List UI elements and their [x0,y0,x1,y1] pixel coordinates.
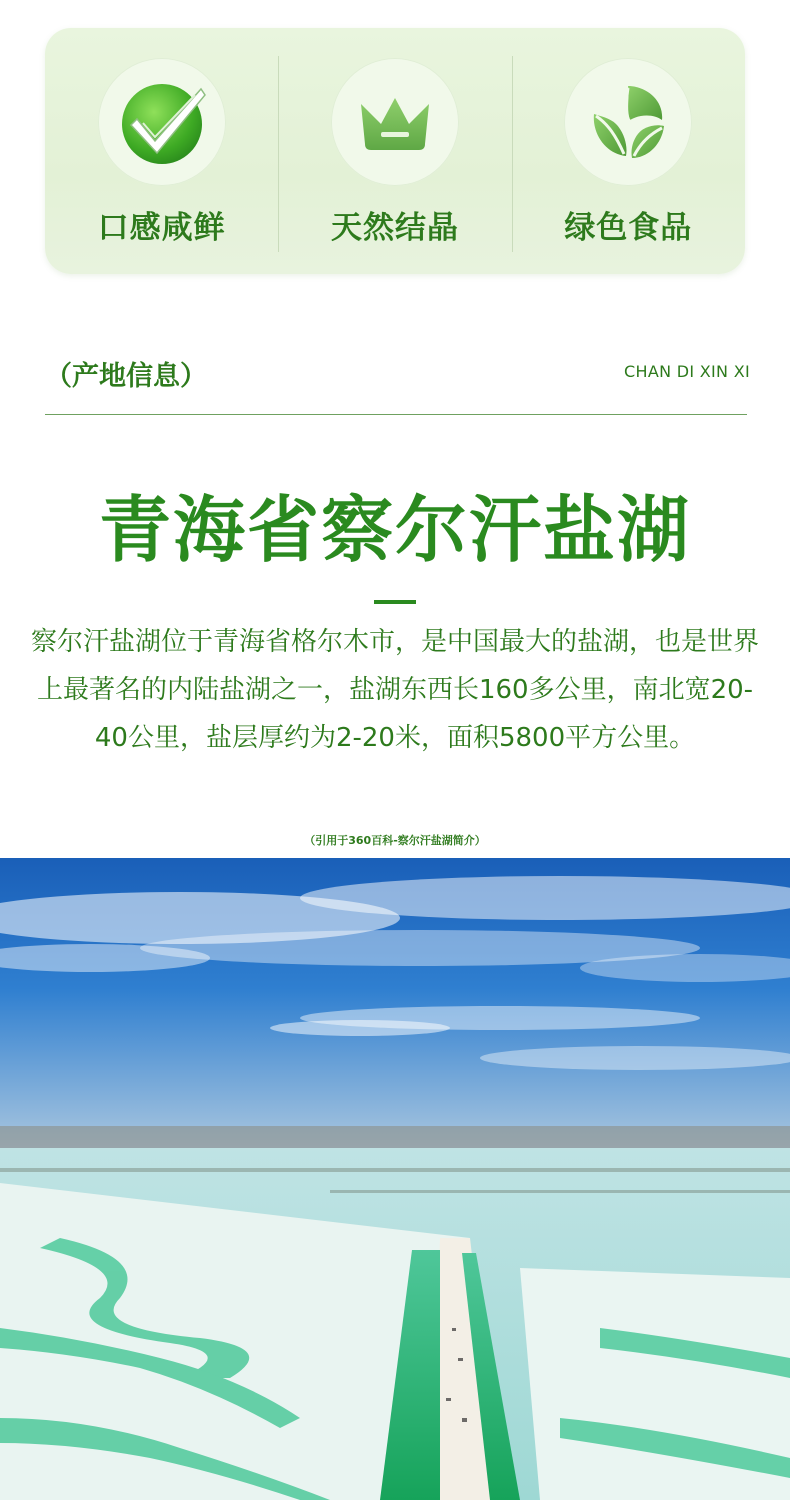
section-header [45,352,750,415]
salt-lake-photo [0,858,790,1500]
feature-natural-crystal [278,28,511,274]
crown-icon [331,58,459,186]
feature-label: 绿色食品 [564,210,693,246]
description: 察尔汗盐湖位于青海省格尔木市，是中国最大的盐湖，也是世界上最著名的内陆盐湖之一，盐湖东西长160多公里，南北宽20-40公里，盐层厚约为2-20米，面积5800平方公里。 [30,627,759,753]
section-title: （产地信息） [45,361,207,392]
feature-green-food [512,28,745,274]
feature-label: 天然结晶 [330,210,459,246]
page-title: 青海省察尔汗盐湖 [98,488,691,572]
feature-label: 口感咸鲜 [97,210,226,246]
leaf-icon [564,58,692,186]
citation: （引用于360百科-察尔汗盐湖简介） [304,834,486,847]
title-divider [374,600,416,604]
feature-salty [45,28,278,274]
feature-card [45,28,745,274]
checkmark-icon [98,58,226,186]
section-subtitle-en: CHAN DI XIN XI [624,362,750,381]
